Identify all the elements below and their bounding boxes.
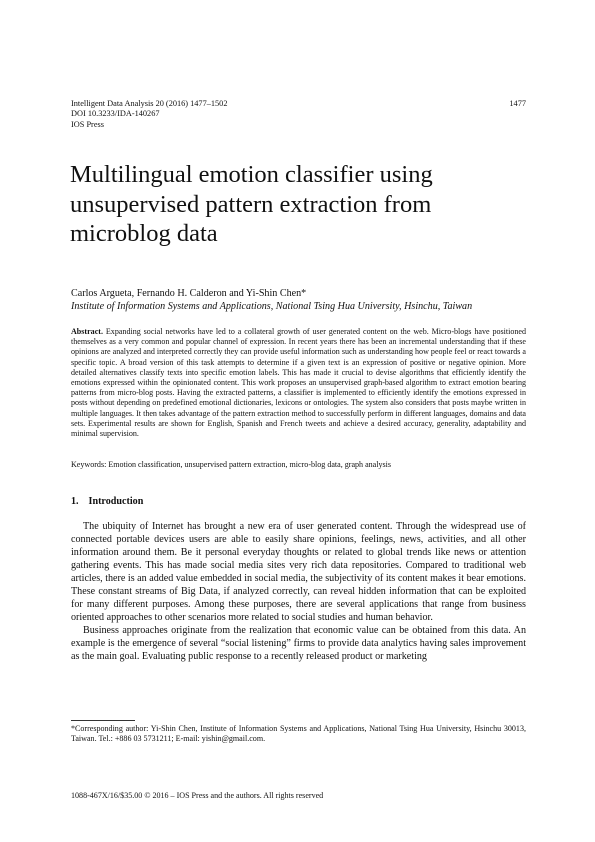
doi: DOI 10.3233/IDA-140267 (71, 109, 160, 119)
abstract-text: Expanding social networks have led to a collateral growth of user generated content on the web. Micro-blogs have positioned themselves as a very common and popular channel of expression. In recent years there has been an incremental understanding that if these opinions are analyzed and interpreted correctly they can provide useful information such as understanding how people feel or react towards a specific topic. A broad version of this task attempts to determine if a given text is an expression of positive or negative opinion. More detailed alternatives classify texts into specific emotion labels. This has made it crucial to devise algorithms that efficiently identify the emotions expressed within the opinionated content. This work proposes an unsupervised graph-based algorithm to extract emotion bearing patterns from micro-blog posts. Having the extracted patterns, a classifier is implemented to efficiently identify the emotions expressed in posts without depending on predefined emotional dictionaries, lexicons or ontologies. The system also considers that posts maybe written in multiple languages. It then takes advantage of the pattern extraction method to successfully perform in different languages, domains and data sets. Experimental results are shown for English, Spanish and French tweets and achieve a desired accuracy, generality, adaptability and minimal supervision. (71, 327, 526, 439)
abstract-label: Abstract. (71, 327, 103, 336)
page-number: 1477 (509, 99, 526, 108)
section-number: 1. (71, 496, 79, 507)
section-body (71, 520, 526, 663)
title-line: microblog data (70, 220, 218, 247)
affiliation: Institute of Information Systems and Applications, National Tsing Hua University, Hsinchu, Taiwan (71, 301, 473, 312)
section-heading (71, 495, 526, 508)
publisher: IOS Press (71, 119, 104, 129)
abstract (71, 327, 526, 439)
copyright-footer: 1088-467X/16/$35.00 © 2016 – IOS Press and the authors. All rights reserved (71, 791, 324, 800)
footnote-rule (71, 720, 135, 721)
author-list: Carlos Argueta, Fernando H. Calderon and Yi-Shin Chen* (71, 288, 307, 299)
paper-title (70, 160, 510, 249)
keywords: Keywords: Emotion classification, unsupervised pattern extraction, micro-blog data, graph analysis (71, 460, 392, 469)
section-title: Introduction (88, 496, 144, 507)
paragraph: The ubiquity of Internet has brought a new era of user generated content. Through the widespread use of connected portable devices users are able to easily share opinions, feelings, news, activities, and all other information around them. Be it personal everyday thoughts or related to global trends like news or attention gathering events. This has made social media sites very rich data repositories. Compared to traditional web articles, there is an added value embedded in social media, the subjectivity of its content makes it bear emotions. These constant streams of Big Data, if analyzed correctly, can reveal hidden information that can be exploited for many different purposes. Among these purposes, there are several applications that range from business oriented approaches to other scenarios more related to social studies and human behavior. (71, 521, 526, 623)
footnote: *Corresponding author: Yi-Shin Chen, Institute of Information Systems and Applications, National Tsing Hua University, Hsinchu 30013, Taiwan. Tel.: +886 03 5731211; E-mail: yishin@gmail.com. (71, 724, 526, 744)
journal-citation: Intelligent Data Analysis 20 (2016) 1477–1502 (71, 99, 228, 108)
title-line: unsupervised pattern extraction from (70, 190, 432, 218)
paragraph: Business approaches originate from the realization that economic value can be obtained from this data. An example is the emergence of several “social listening” firms to provide data analytics having sales improvement as the main goal. Evaluating public response to a recently released product or marketing (71, 625, 526, 662)
title-line: Multilingual emotion classifier using (70, 161, 433, 188)
running-header (71, 99, 526, 130)
